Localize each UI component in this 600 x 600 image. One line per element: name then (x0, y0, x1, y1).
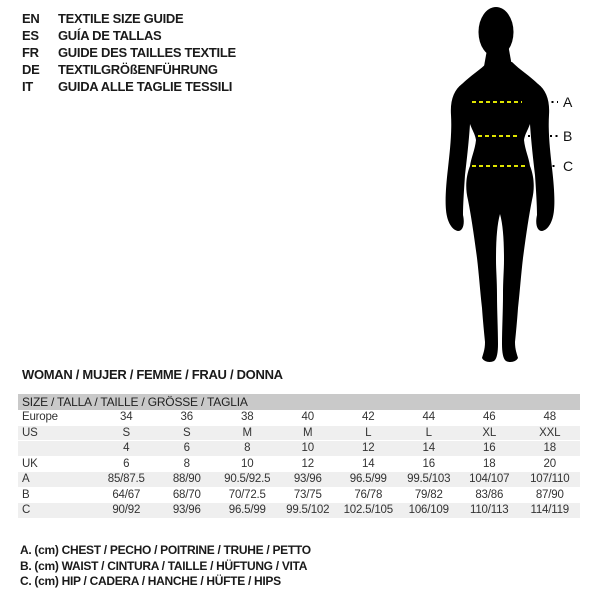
table-cell: 70/72.5 (228, 488, 266, 501)
table-cell: 68/70 (172, 488, 201, 501)
marker-c-label: C (563, 158, 574, 174)
table-cell: 110/113 (470, 504, 509, 516)
marker-a-label: A (563, 94, 573, 110)
language-code: ES (22, 28, 39, 43)
legend-chest: A. (cm) CHEST / PECHO / POITRINE / TRUHE / PETTO (20, 543, 311, 557)
language-label: TEXTILE SIZE GUIDE (58, 11, 184, 26)
table-cell: S (122, 426, 130, 439)
table-cell: 48 (543, 411, 556, 423)
table-cell: M (242, 426, 252, 439)
language-label: GUIDA ALLE TAGLIE TESSILI (58, 79, 233, 94)
section-title: WOMAN / MUJER / FEMME / FRAU / DONNA (22, 367, 283, 382)
table-cell: 10 (301, 442, 314, 454)
row-label: US (22, 426, 38, 439)
table-cell: 12 (301, 457, 314, 470)
language-row-en (22, 10, 236, 27)
woman-silhouette-icon (400, 0, 600, 370)
table-row-waist (18, 488, 580, 504)
table-cell: 20 (543, 457, 556, 470)
table-cell: L (365, 426, 372, 439)
marker-b-label: B (563, 128, 573, 144)
table-cell: 8 (244, 442, 251, 454)
table-cell: 90/92 (112, 504, 141, 516)
language-code: FR (22, 45, 39, 60)
table-cell: 38 (241, 411, 254, 423)
table-cell: 102.5/105 (343, 504, 393, 516)
table-row-us-numeric (18, 441, 580, 457)
table-cell: 4 (123, 442, 130, 454)
language-code: EN (22, 11, 40, 26)
table-cell: 18 (543, 442, 556, 454)
table-cell: 106/109 (408, 504, 449, 516)
table-cell: 88/90 (172, 473, 201, 485)
table-cell: 16 (422, 457, 435, 470)
language-row-fr (22, 44, 236, 61)
table-cell: L (425, 426, 432, 439)
row-label: Europe (22, 411, 58, 423)
table-cell: 14 (362, 457, 375, 470)
language-label: TEXTILGRÖßENFÜHRUNG (58, 62, 218, 77)
size-table-header: SIZE / TALLA / TAILLE / GRÖSSE / TAGLIA (18, 394, 580, 410)
table-row-europe (18, 410, 580, 426)
table-cell: 76/78 (354, 488, 383, 501)
table-cell: 114/119 (530, 504, 569, 516)
row-label (18, 441, 96, 457)
table-cell: 34 (120, 411, 133, 423)
measurement-figure (400, 0, 600, 370)
table-cell: 36 (180, 411, 193, 423)
table-cell: XXL (539, 426, 561, 439)
table-cell: 104/107 (469, 473, 510, 485)
table-cell: 6 (183, 442, 190, 454)
table-row-uk (18, 457, 580, 473)
table-cell: 12 (362, 442, 375, 454)
table-cell: 8 (183, 457, 190, 470)
legend-waist: B. (cm) WAIST / CINTURA / TAILLE / HÜFTUNG / VITA (20, 558, 308, 573)
table-cell: 90.5/92.5 (224, 473, 271, 485)
legend-hip: C. (cm) HIP / CADERA / HANCHE / HÜFTE / HIPS (20, 574, 281, 588)
table-cell: 40 (301, 411, 314, 423)
table-cell: 46 (483, 411, 496, 423)
table-cell: 64/67 (112, 488, 141, 501)
table-cell: 96.5/99 (349, 473, 387, 485)
table-cell: S (183, 426, 191, 439)
table-cell: 42 (362, 411, 375, 423)
table-row-chest (18, 472, 580, 488)
language-row-it (22, 78, 236, 95)
language-title-block (22, 10, 236, 95)
table-cell: 99.5/102 (286, 504, 330, 516)
measurement-legend (20, 543, 311, 590)
language-label: GUÍA DE TALLAS (58, 28, 162, 43)
table-cell: 107/110 (530, 473, 570, 485)
table-cell: XL (482, 426, 497, 439)
table-row-us (18, 426, 580, 442)
row-label: C (22, 504, 31, 516)
table-cell: 87/90 (535, 488, 564, 501)
language-label: GUIDE DES TAILLES TEXTILE (58, 45, 236, 60)
language-code: DE (22, 62, 40, 77)
table-cell: 83/86 (475, 488, 504, 501)
table-cell: 16 (483, 442, 496, 454)
language-row-es (22, 27, 236, 44)
table-cell: 79/82 (414, 488, 443, 501)
size-table (18, 394, 580, 519)
row-label: B (22, 488, 30, 501)
table-cell: 85/87.5 (107, 473, 145, 485)
table-cell: 10 (241, 457, 254, 470)
table-cell: 93/96 (172, 504, 201, 516)
language-code: IT (22, 79, 33, 94)
table-row-hip (18, 503, 580, 519)
table-cell: 73/75 (293, 488, 322, 501)
table-cell: 96.5/99 (228, 504, 266, 516)
row-label: A (22, 473, 30, 485)
table-cell: 18 (483, 457, 496, 470)
language-row-de (22, 61, 236, 78)
row-label: UK (22, 457, 38, 470)
table-cell: 14 (422, 442, 435, 454)
table-cell: M (303, 426, 313, 439)
table-cell: 44 (422, 411, 435, 423)
table-cell: 93/96 (293, 473, 322, 485)
table-cell: 6 (123, 457, 130, 470)
table-cell: 99.5/103 (407, 473, 451, 485)
